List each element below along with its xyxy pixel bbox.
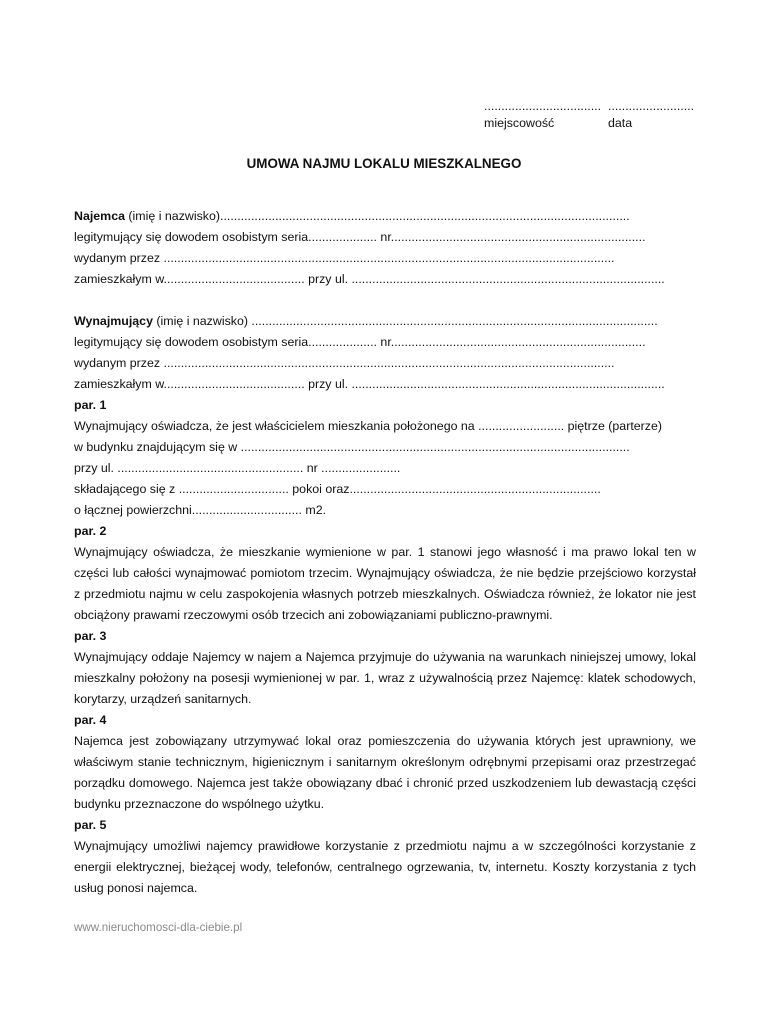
par2-section [74, 521, 696, 626]
par1-line: składającego się z ................................ pokoi oraz......................................................................... [74, 482, 601, 496]
tenant-issued-line: wydanym przez ................................................................................................................................... [74, 251, 615, 265]
date-fill-line: ......................... [608, 99, 695, 113]
document-body [74, 206, 696, 899]
place-fill-line: .................................. [484, 99, 602, 113]
par3-section [74, 626, 696, 710]
landlord-address-line: zamieszkałym w......................................... przy ul. ........................................................................................... [74, 377, 665, 391]
par4-section [74, 710, 696, 815]
place-date-block [484, 98, 698, 132]
par1-section [74, 395, 696, 521]
document-title: UMOWA NAJMU LOKALU MIESZKALNEGO [246, 156, 522, 171]
footer-url: www.nieruchomosci-dla-ciebie.pl [74, 921, 243, 934]
par1-heading: par. 1 [74, 398, 107, 412]
par4-heading: par. 4 [74, 713, 107, 727]
landlord-section [74, 311, 696, 395]
par1-line: o łącznej powierzchni................................ m2. [74, 503, 327, 517]
par3-text: Wynajmujący oddaje Najemcy w najem a Najemca przyjmuje do używania na warunkach niniejszej umowy, lokal mieszkalny położony na posesji wymienionej w par. 1, wraz z używalnością przez Najemcę: klatek schodowych, korytarzy, urządzeń sanitarnych. [74, 650, 696, 706]
par3-heading: par. 3 [74, 629, 107, 643]
par4-text: Najemca jest zobowiązany utrzymywać lokal oraz pomieszczenia do używania których jest uprawniony, we właściwym stanie technicznym, higienicznym i sanitarnym określonym odrębnymi przepisami oraz przestrzegać porządku domowego. Najemca jest także obowiązany dbać i chronić przed uszkodzeniem lub dewastacją części budynku przeznaczone do wspólnego użytku. [74, 734, 696, 811]
landlord-name-line: (imię i nazwisko) ...................................................................................................................... [152, 314, 658, 328]
tenant-label: Najemca [74, 209, 125, 223]
landlord-id-line: legitymujący się dowodem osobistym seria.................... nr.......................................................................... [74, 335, 646, 349]
par1-line: przy ul. ...................................................... nr ....................... [74, 461, 401, 475]
par5-text: Wynajmujący umożliwi najemcy prawidłowe korzystanie z przedmiotu najmu a w szczególności korzystanie z energii elektrycznej, bieżącej wody, telefonów, centralnego ogrzewania, tv, internetu. Koszty korzystania z tych usług ponosi najemca. [74, 839, 696, 895]
par1-line: Wynajmujący oświadcza, że jest właścicielem mieszkania położonego na ......................... piętrze (parterze) [74, 419, 662, 433]
par5-heading: par. 5 [74, 818, 107, 832]
landlord-issued-line: wydanym przez ................................................................................................................................... [74, 356, 615, 370]
tenant-section [74, 206, 696, 290]
tenant-address-line: zamieszkałym w......................................... przy ul. ........................................................................................... [74, 272, 665, 286]
tenant-name-line: (imię i nazwisko)....................................................................................................................... [124, 209, 630, 223]
par1-line: w budynku znajdującym się w ................................................................................................................. [74, 440, 630, 454]
par5-section [74, 815, 696, 899]
landlord-label: Wynajmujący [74, 314, 153, 328]
par2-heading: par. 2 [74, 524, 107, 538]
par2-text: Wynajmujący oświadcza, że mieszkanie wymienione w par. 1 stanowi jego własność i ma prawo lokal ten w części lub całości wynajmować pomiotom trzecim. Wynajmujący oświadcza, że nie będzie przejściowo korzystał z przedmiotu najmu w celu zaspokojenia własnych potrzeb mieszkalnych. Oświadcza również, że lokator nie jest obciążony prawami rzeczowymi osób trzecich ani zobowiązaniami publiczno-prawnymi. [74, 545, 696, 622]
date-label: data [608, 116, 633, 130]
place-label: miejscowość [484, 116, 555, 130]
tenant-id-line: legitymujący się dowodem osobistym seria.................... nr.......................................................................... [74, 230, 646, 244]
